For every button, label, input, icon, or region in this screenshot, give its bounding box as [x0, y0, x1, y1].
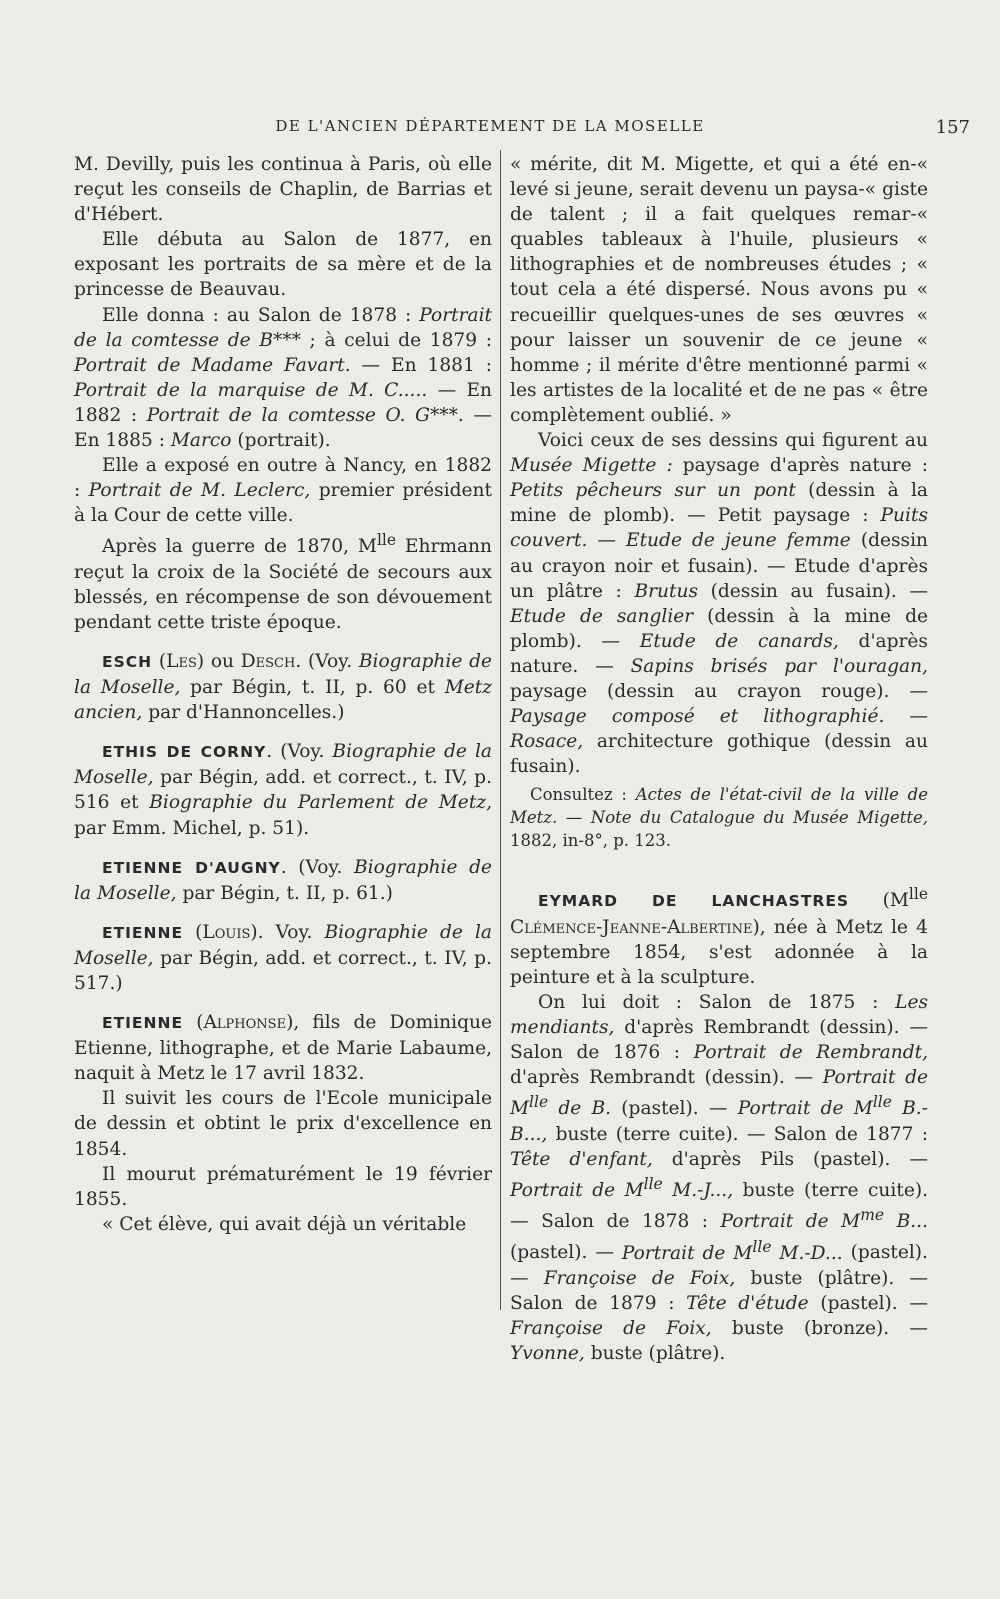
entry-etienne-alphonse: ETIENNE (Alphonse), fils de Dominique Etienne, lithographe, et de Marie Labaume, naquit à Metz le 17 avril 1832.: [74, 1012, 492, 1085]
paragraph: Il suivit les cours de l'Ecole municipale de dessin et obtint le prix d'excellence en 1854.: [74, 1088, 492, 1160]
source-note: Consultez : Actes de l'état-civil de la ville de Metz. — Note du Catalogue du Musée Migette, 1882, in-8°, p. 123.: [510, 785, 928, 851]
running-title: DE L'ANCIEN DÉPARTEMENT DE LA MOSELLE: [275, 117, 705, 135]
entry-ethis-de-corny: ETHIS DE CORNY. (Voy. Biographie de la Moselle, par Bégin, add. et correct., t. IV, p. 516 et Biographie du Parlement de Metz, par Emm. Michel, p. 51).: [74, 741, 492, 839]
paragraph: Il mourut prématurément le 19 février 1855.: [74, 1163, 492, 1210]
right-column: [510, 152, 928, 1366]
paragraph: On lui doit : Salon de 1875 : Les mendiants, d'après Rembrandt (dessin). — Salon de 1876 : Portrait de Rembrandt, d'après Rembrandt (dessin). — Portrait de $M^{lle}$ de B. (pastel). — Portrait de $M^{lle}$ B.-B..., buste (terre cuite). — Salon de 1877 : Tête d'enfant, d'après Pils (pastel). — Portrait de $M^{lle}$ M.-J..., buste (terre cuite). — Salon de 1878 : Portrait de $M^{me}$ B... (pastel). — Portrait de $M^{lle}$ M.-D... (pastel). — Françoise de Foix, buste (plâtre). — Salon de 1879 : Tête d'étude (pastel). — Françoise de Foix, buste (bronze). — Yvonne, buste (plâtre).: [510, 991, 929, 1364]
entry-headword: ETIENNE: [102, 1014, 184, 1033]
entry-headword: ETIENNE D'AUGNY: [102, 858, 281, 877]
page-number: 157: [935, 117, 970, 138]
page-header: [70, 117, 970, 143]
entry-headword: ESCH: [102, 652, 153, 671]
paragraph: M. Devilly, puis les continua à Paris, où elle reçut les conseils de Chaplin, de Barrias et d'Hébert.: [74, 154, 492, 226]
paragraph: Voici ceux de ses dessins qui figurent au Musée Migette : paysage d'après nature : Petits pêcheurs sur un pont (dessin à la mine de plomb). — Petit paysage : Puits couvert. — Etude de jeune femme (dessin au crayon noir et fusain). — Etude d'après un plâtre : Brutus (dessin au fusain). — Etude de sanglier (dessin à la mine de plomb). — Etude de canards, d'après nature. — Sapins brisés par l'ouragan, paysage (dessin au crayon rouge). — Paysage composé et lithographié. — Rosace, architecture gothique (dessin au fusain).: [510, 430, 928, 778]
entry-headword: ETHIS DE CORNY: [102, 743, 267, 762]
paragraph: « Cet élève, qui avait déjà un véritable: [102, 1213, 467, 1235]
entry-etienne-louis: ETIENNE (Louis). Voy. Biographie de la Moselle, par Bégin, add. et correct., t. IV, p. 517.): [74, 921, 492, 994]
paragraph: Elle débuta au Salon de 1877, en exposant les portraits de sa mère et de la princesse de Beauvau.: [74, 229, 492, 301]
entry-headword: ETIENNE: [102, 923, 184, 942]
entry-headword: EYMARD DE LANCHASTRES: [538, 892, 850, 911]
column-divider: [500, 150, 501, 1310]
paragraph: Elle a exposé en outre à Nancy, en 1882 : Portrait de M. Leclerc, premier président à la Cour de cette ville.: [74, 455, 492, 527]
entry-eymard-de-lanchastres: EYMARD DE LANCHASTRES ($M^{lle}$ Clémence-Jeanne-Albertine), née à Metz le 4 septembre 1854, s'est adonnée à la peinture et à la sculpture.: [510, 885, 928, 988]
entry-etienne-daugny: ETIENNE D'AUGNY. (Voy. Biographie de la Moselle, par Bégin, t. II, p. 61.): [74, 856, 492, 904]
paragraph: Après la guerre de 1870, $M^{lle}$ Ehrmann reçut la croix de la Société de secours aux blessés, en récompense de son dévouement pendant cette triste époque.: [74, 531, 493, 633]
quotation: « mérite, dit M. Migette, et qui a été en-« levé si jeune, serait devenu un paysa-« giste de talent ; il a fait quelques remar-« quables tableaux à l'huile, plusieurs « lithographies et de nombreuses études ; « tout cela a été dispersé. Nous avons pu « recueillir quelques-unes de ses œuvres « pour laisser un souvenir de ce jeune « homme ; il mérite d'être mentionné parmi « les artistes de la localité et de ne pas « être complètement oublié. »: [510, 154, 928, 426]
entry-esch: ESCH (Les) ou Desch. (Voy. Biographie de la Moselle, par Bégin, t. II, p. 60 et Metz ancien, par d'Hannoncelles.): [74, 650, 493, 724]
paragraph: Elle donna : au Salon de 1878 : Portrait de la comtesse de B*** ; à celui de 1879 : Portrait de Madame Favart. — En 1881 : Portrait de la marquise de M. C..... — En 1882 : Portrait de la comtesse O. G***. — En 1885 : Marco (portrait).: [74, 304, 493, 452]
left-column: [74, 152, 492, 1237]
